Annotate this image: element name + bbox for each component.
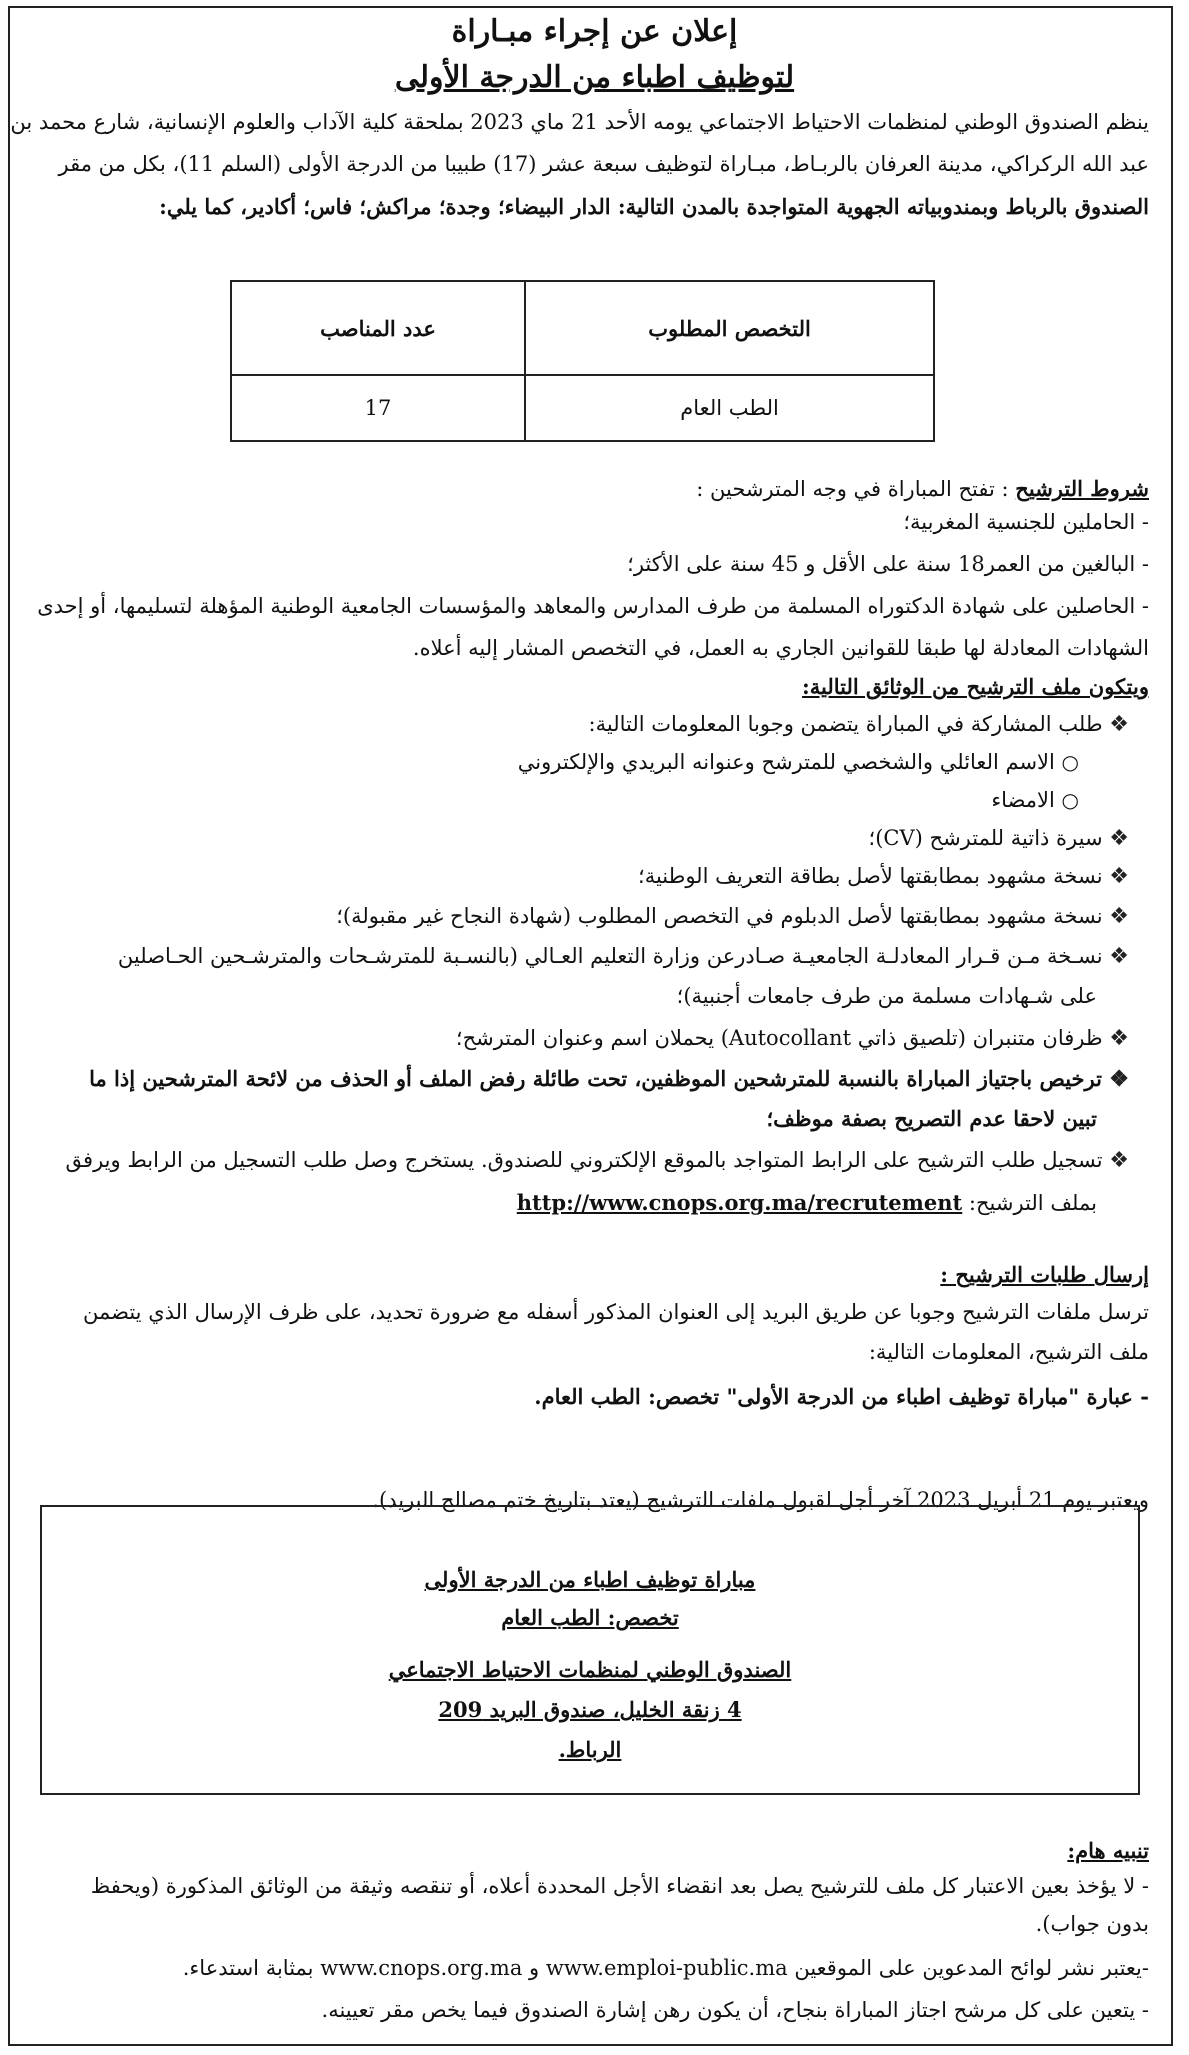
intro-line-2: عبد الله الركراكي، مدينة العرفان بالربـاط، مبـاراة لتوظيف سبعة عشر (17) طبيبا من الدرجة الأولى (السلم 11)، بكل من مقر — [58, 152, 1149, 176]
address-line-4: 4 زنقة الخليل، صندوق البريد 209 — [438, 1697, 742, 1722]
doc-item-7-cont: تبين لاحقا عدم التصريح بصفة موظف؛ — [766, 1106, 1097, 1131]
intro-line-1: ينظم الصندوق الوطني لمنظمات الاحتياط الاجتماعي يومه الأحد 21 ماي 2023 بملحقة كلية الآداب والعلوم الإنسانية، شارع محمد بن — [10, 110, 1149, 134]
doc-item-3 — [638, 864, 1129, 889]
notice-line-3: -يعتبر نشر لوائح المدعوين على الموقعين www.emploi-public.ma و www.cnops.org.ma بمثابة استدعاء. — [182, 1956, 1149, 1980]
doc-item-text: طلب المشاركة في المباراة يتضمن وجوبا المعلومات التالية: — [588, 712, 1103, 736]
address-box — [40, 1505, 1140, 1795]
doc-item-text: ترخيص باجتياز المباراة بالنسبة للمترشحين الموظفين، تحت طائلة رفض الملف أو الحذف من لائحة المترشحين إذا ما — [89, 1066, 1102, 1091]
address-line-5: الرباط. — [558, 1737, 622, 1762]
diamond-bullet-icon: ❖ — [1109, 904, 1129, 929]
doc-item-text: تسجيل طلب الترشيح على الرابط المتواجد بالموقع الإلكتروني للصندوق. يستخرج وصل طلب التسجيل من الرابط ويرفق — [65, 1148, 1103, 1172]
doc-subitem — [991, 788, 1079, 812]
diamond-bullet-icon: ❖ — [1109, 864, 1129, 889]
positions-table — [230, 280, 935, 442]
doc-item-2 — [869, 826, 1129, 851]
doc-item-text: ظرفان متنبران (تلصيق ذاتي Autocollant) يحملان اسم وعنوان المترشح؛ — [455, 1026, 1103, 1050]
doc-item-text: نسـخة مـن قـرار المعادلـة الجامعيـة صـادرعن وزارة التعليم العـالي (بالنسـبة للمترشـحات والمترشـحين الحـاصلين — [117, 944, 1103, 968]
table-header-specialty: التخصص المطلوب — [525, 281, 934, 375]
conditions-heading-line — [696, 476, 1149, 501]
notice-line-2: بدون جواب). — [1035, 1912, 1149, 1936]
doc-subitem-text: الامضاء — [991, 788, 1055, 812]
table-cell-count: 17 — [231, 375, 525, 441]
condition-item: - الحاملين للجنسية المغربية؛ — [903, 510, 1149, 534]
table-header-row — [231, 281, 934, 375]
notice-heading: تنبيه هام: — [1067, 1838, 1149, 1863]
doc-item-7 — [89, 1066, 1129, 1092]
conditions-heading-rest: : تفتح المباراة في وجه المترشحين : — [696, 477, 1009, 501]
doc-item-text: سيرة ذاتية للمترشح (CV)؛ — [868, 826, 1103, 850]
sending-line-2: ملف الترشيح، المعلومات التالية: — [868, 1340, 1149, 1364]
sending-line-1: ترسل ملفات الترشيح وجوبا عن طريق البريد إلى العنوان المذكور أسفله مع ضرورة تحديد، على ظرف الإرسال الذي يتضمن — [83, 1300, 1149, 1324]
address-line-1: مباراة توظيف اطباء من الدرجة الأولى — [424, 1567, 756, 1592]
condition-item: - الحاصلين على شهادة الدكتوراه المسلمة من طرف المدارس والمعاهد والمؤسسات الجامعية الوطنية المؤهلة لتسليمها، أو إحدى — [37, 594, 1149, 618]
title-line-2: لتوظيف اطباء من الدرجة الأولى — [394, 60, 795, 95]
title-line-1: إعلان عن إجراء مبـاراة — [451, 14, 738, 49]
doc-item-text: بملف الترشيح: — [968, 1191, 1097, 1215]
doc-item-8 — [66, 1148, 1129, 1173]
documents-heading: ويتكون ملف الترشيح من الوثائق التالية: — [802, 674, 1149, 699]
intro-line-3: الصندوق بالرباط وبمندوبياته الجهوية المتواجدة بالمدن التالية: الدار البيضاء؛ وجدة؛ مراكش؛ فاس؛ أكادير، كما يلي: — [159, 194, 1149, 219]
doc-item-text: نسخة مشهود بمطابقتها لأصل الدبلوم في التخصص المطلوب (شهادة النجاح غير مقبولة)؛ — [336, 904, 1103, 928]
circle-bullet-icon: ○ — [1061, 750, 1079, 774]
doc-subitem — [518, 750, 1079, 774]
doc-item-1 — [589, 712, 1129, 737]
diamond-bullet-icon: ❖ — [1109, 1148, 1129, 1173]
condition-item: - البالغين من العمر18 سنة على الأقل و 45 سنة على الأكثر؛ — [627, 552, 1149, 576]
diamond-bullet-icon: ❖ — [1109, 712, 1129, 737]
sending-line-3: - عبارة "مباراة توظيف اطباء من الدرجة الأولى" تخصص: الطب العام. — [534, 1384, 1149, 1409]
doc-item-4 — [336, 904, 1129, 929]
doc-item-text: نسخة مشهود بمطابقتها لأصل بطاقة التعريف الوطنية؛ — [638, 864, 1103, 888]
diamond-bullet-icon: ❖ — [1109, 1066, 1129, 1092]
deadline-text: ويعتبر يوم 21 أبريل 2023 آخر أجل لقبول ملفات الترشيح (يعتد بتاريخ ختم مصالح البريد). — [372, 1488, 1149, 1512]
diamond-bullet-icon: ❖ — [1109, 944, 1129, 969]
recruitment-link[interactable]: http://www.cnops.org.ma/recrutement — [516, 1190, 963, 1215]
doc-item-6 — [456, 1026, 1129, 1051]
doc-item-5 — [118, 944, 1129, 969]
address-line-3: الصندوق الوطني لمنظمات الاحتياط الاجتماعي — [388, 1657, 792, 1682]
doc-item-8-cont — [517, 1190, 1097, 1215]
table-cell-specialty: الطب العام — [525, 375, 934, 441]
address-line-2: تخصص: الطب العام — [501, 1605, 679, 1630]
circle-bullet-icon: ○ — [1061, 788, 1079, 812]
table-header-count: عدد المناصب — [231, 281, 525, 375]
notice-line-1: - لا يؤخذ بعين الاعتبار كل ملف للترشيح يصل بعد انقضاء الأجل المحددة أعلاه، أو تنقصه وثيقة من الوثائق المذكورة (ويحفظ — [90, 1874, 1149, 1898]
condition-item: الشهادات المعادلة لها طبقا للقوانين الجاري به العمل، في التخصص المشار إليه أعلاه. — [412, 636, 1149, 660]
conditions-heading: شروط الترشيح — [1015, 476, 1149, 501]
sending-heading: إرسال طلبات الترشيح : — [940, 1262, 1149, 1287]
diamond-bullet-icon: ❖ — [1109, 826, 1129, 851]
diamond-bullet-icon: ❖ — [1109, 1026, 1129, 1051]
notice-line-4: - يتعين على كل مرشح اجتاز المباراة بنجاح، أن يكون رهن إشارة الصندوق فيما يخص مقر تعيينه. — [321, 1998, 1149, 2022]
doc-subitem-text: الاسم العائلي والشخصي للمترشح وعنوانه البريدي والإلكتروني — [517, 750, 1055, 774]
table-row — [231, 375, 934, 441]
doc-item-5-cont: على شـهادات مسلمة من طرف جامعات أجنبية)؛ — [676, 984, 1097, 1008]
